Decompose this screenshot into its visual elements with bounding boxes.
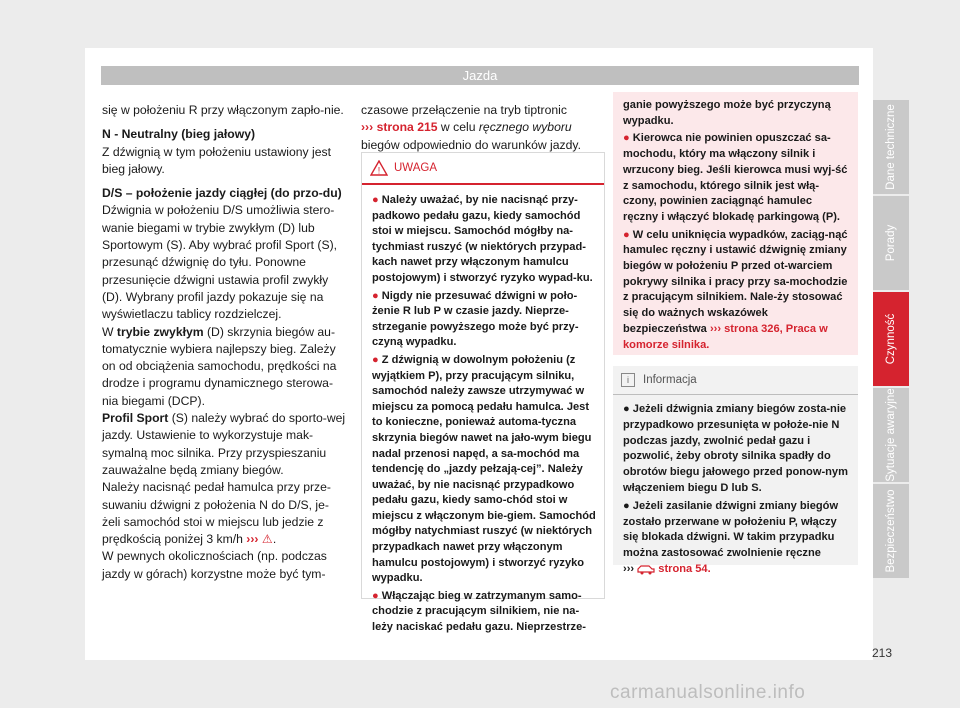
column-1 — [102, 102, 346, 590]
tab-sytuacje-awaryjne[interactable]: Sytuacje awaryjne — [873, 388, 909, 482]
warning-triangle-icon — [370, 160, 388, 176]
list-item: ● Nigdy nie przesuwać dźwigni w poło-żenie R lub P w czasie jazdy. Nieprze-strzeganie powyższego może być przy-czyną wypadku. — [372, 289, 579, 349]
arrows-link[interactable]: ››› — [709, 322, 722, 335]
warning-triangle-icon: ⚠ — [261, 532, 273, 547]
warning-title: UWAGA — [394, 162, 438, 174]
arrows-link[interactable]: ››› — [246, 532, 259, 547]
arrows-link[interactable]: ››› — [361, 120, 374, 135]
info-icon: i — [621, 373, 635, 387]
page-header: Jazda — [101, 66, 859, 85]
info-box — [613, 366, 858, 575]
tab-dane-techniczne[interactable]: Dane techniczne — [873, 100, 909, 194]
list-item: ● W celu uniknięcia wypadków, zaciąg-nąć hamulec ręczny i ustawić dźwignię zmiany biegów w położeniu P przed ot-warciem pokrywy silnika i pracy przy sa-mochodzie z pracującym silnikiem. Nale-ży stosować się do ważnych wskazówek bezpieczeństwa ››› strona 326, Praca w komorze silnika. — [623, 228, 848, 351]
tab-porady[interactable]: Porady — [873, 196, 909, 290]
warning-header — [362, 153, 604, 185]
paragraph: się w położeniu R przy włączonym zapło-nie. — [102, 103, 344, 117]
paragraph: ganie powyższego może być przyczyną wypadku. — [623, 99, 831, 127]
tab-bezpieczenstwo[interactable]: Bezpieczeństwo — [873, 484, 909, 578]
watermark: carmanualsonline.info — [610, 682, 806, 703]
car-icon — [637, 563, 655, 575]
warning-box — [361, 152, 605, 634]
paragraph: W trybie zwykłym (D) skrzynia biegów au-tomatycznie wybiera najlepszy bieg. Zależy on od obciążenia samochodu, prędkości na drodze i programu dynamicznego sterowa-nia biegami (DCP). — [102, 324, 337, 408]
list-item: ● Jeżeli dźwignia zmiany biegów zosta-nie przypadkowo przesunięta w położe-nie N podczas jazdy, zwolnić pedał gazu i pozwolić, żeby obroty silnika spadły do obrotów biegu jałowego przed ponow-nym włączeniem biegu D lub S. — [623, 403, 848, 494]
paragraph: czasowe przełączenie na tryb tiptronic ››› strona 215 w celu ręcznego wyboru biegów odpowiednio do warunków jazdy. — [361, 103, 581, 152]
side-tabs — [873, 100, 909, 580]
heading-ds: D/S – położenie jazdy ciągłej (do przo-du) — [102, 186, 342, 201]
warning-body — [362, 185, 604, 636]
paragraph: Należy nacisnąć pedał hamulca przy prze-suwaniu dźwigni z położenia N do D/S, je-żeli samochód stoi w miejscu lub jedzie z prędkością poniżej 3 km/h ››› ⚠. — [102, 480, 331, 547]
svg-text:!: ! — [377, 165, 381, 176]
page-reference-link[interactable]: strona 54. — [658, 562, 711, 575]
tab-czynnosc[interactable]: Czynność — [873, 292, 909, 386]
info-title: Informacja — [643, 374, 697, 386]
arrows-link[interactable]: ››› — [623, 562, 635, 575]
paragraph: W pewnych okolicznościach (np. podczas jazdy w górach) korzystne może być tym- — [102, 549, 327, 581]
page-reference-link[interactable]: strona 326, Praca w komorze silnika. — [623, 322, 828, 351]
paragraph: Z dźwignią w tym położeniu ustawiony jest bieg jałowy. — [102, 144, 331, 176]
page-reference-link[interactable]: strona 215 — [376, 120, 438, 135]
warning-continuation-body — [613, 92, 858, 353]
list-item: ● Włączając bieg w zatrzymanym samo-chodzie z pracującym silnikiem, nie na-leży naciskać pedału gazu. Nieprzestrze- — [372, 589, 586, 634]
info-header — [613, 366, 858, 395]
warning-continuation-box — [613, 92, 858, 355]
paragraph: Profil Sport (S) należy wybrać do sporto-wej jazdy. Ustawienie to wykorzystuje mak-symalną moc silnika. Przy przyspieszaniu zauważalne będą zmiany biegów. — [102, 411, 346, 477]
list-item: ● Kierowca nie powinien opuszczać sa-mochodu, który ma włączony silnik i wrzucony bieg. Jeśli kierowca musi wyj-ść z samochodu, którego silnik jest włą-czony, powinien zaciągnąć hamulec ręczny i włączyć blokadę parkingową (P). — [623, 132, 848, 223]
list-item: ● Należy uważać, by nie nacisnąć przy-padkowo pedału gazu, kiedy samochód stoi w miejscu. Samochód mógłby na-tychmiast ruszyć (w niektórych przypad-kach nawet przy włączonym hamulcu postojowym) i stworzyć ryzyko wypad-ku. — [372, 194, 593, 284]
list-item: ● Z dźwignią w dowolnym położeniu (z wyjątkiem P), przy pracującym silniku, samochód należy zawsze utrzymywać w miejscu za pomocą pedału hamulca. Jest to konieczne, ponieważ automa-tyczna skrzynia biegów nawet na jało-wym biegu nadal przenosi napęd, a sa-mochód ma tendencję do „jazdy pełzają-cej”. Należy uważać, by nie nacisnąć przypadkowo pedału gazu, kiedy samo-chód stoi w miejscu z włączonym bie-giem. Samochód mógłby natychmiast ruszyć (w niektórych przypadkach nawet przy włączonym hamulcu postojowym) i stworzyć ryzyko wypadku. — [372, 353, 596, 585]
heading-neutral: N - Neutralny (bieg jałowy) — [102, 127, 256, 142]
page-number: 213 — [872, 646, 893, 660]
list-item: ● Jeżeli zasilanie dźwigni zmiany biegów zostało przerwane w położeniu P, włączy się blokada dźwigni. W takim przypadku można zastosować zwolnienie ręczne ››› strona 54. — [623, 499, 839, 575]
info-body — [613, 395, 858, 578]
paragraph: Dźwignia w położeniu D/S umożliwia stero-wanie biegami w trybie zwykłym (D) lub Sportowym (S). Aby wybrać profil Sport (S), przesunąć dźwignię do tyłu. Ponowne przesunięcie dźwigni ustawia profil zwykły (D). Wybrany profil jazdy pokazuje się na wyświetlaczu tablicy rozdzielczej. — [102, 203, 338, 322]
